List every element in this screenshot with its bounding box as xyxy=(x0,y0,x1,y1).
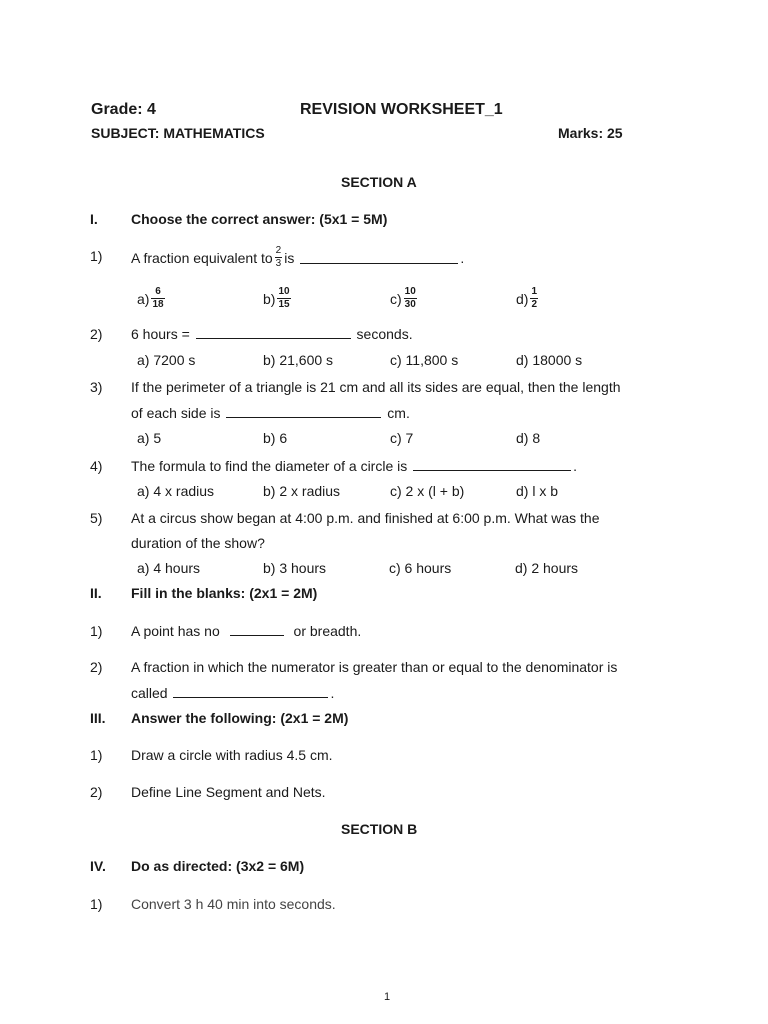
p2-q1-number: 1) xyxy=(90,623,103,639)
q3-option-b: b) 6 xyxy=(263,430,288,446)
p2-q2-blank xyxy=(173,685,328,698)
part-1-heading: Choose the correct answer: (5x1 = 5M) xyxy=(131,211,388,227)
q5-option-c: c) 6 hours xyxy=(389,560,452,576)
p3-q1-number: 1) xyxy=(90,747,103,763)
page-number: 1 xyxy=(384,991,391,1003)
grade-label: Grade: 4 xyxy=(91,101,156,118)
q1-option-c-denominator: 30 xyxy=(404,299,416,310)
part-3-heading: Answer the following: (2x1 = 2M) xyxy=(131,710,349,726)
q2-post: seconds. xyxy=(356,326,413,342)
q5-option-b: b) 3 hours xyxy=(263,560,327,576)
q4-option-c: c) 2 x (l + b) xyxy=(390,483,465,499)
part-1-number: I. xyxy=(90,211,98,227)
q3-line-1: If the perimeter of a triangle is 21 cm and all its sides are equal, then the length xyxy=(131,379,621,395)
q5-number: 5) xyxy=(90,510,103,526)
p2-q1-text xyxy=(131,623,361,639)
q4-pre: The formula to find the diameter of a circle is xyxy=(131,458,408,474)
p2-q2-pre: called xyxy=(131,685,168,701)
q1-option-b-fraction xyxy=(277,287,290,310)
q3-number: 3) xyxy=(90,379,103,395)
p3-q2-number: 2) xyxy=(90,784,103,800)
part-4-number: IV. xyxy=(90,858,106,874)
q1-option-a-fraction xyxy=(151,287,164,310)
section-a-title: SECTION A xyxy=(341,174,417,190)
q4-option-d: d) l x b xyxy=(516,483,559,499)
q2-option-b: b) 21,600 s xyxy=(263,352,334,368)
q4-end: . xyxy=(573,458,578,474)
q1-option-a-label: a) xyxy=(137,290,150,307)
q1-option-a-numerator: 6 xyxy=(155,286,161,297)
part-3-number: III. xyxy=(90,710,106,726)
q1-end: . xyxy=(460,249,465,266)
p2-q1-blank xyxy=(230,623,284,636)
q1-option-c-label: c) xyxy=(390,290,402,307)
p2-q2-line-1: A fraction in which the numerator is greater than or equal to the denominator is xyxy=(131,659,618,675)
p2-q2-end: . xyxy=(330,685,335,701)
q4-number: 4) xyxy=(90,458,103,474)
q2-pre: 6 hours = xyxy=(131,326,190,342)
q4-option-b: b) 2 x radius xyxy=(263,483,341,499)
p4-q1-text: Convert 3 h 40 min into seconds. xyxy=(131,896,336,912)
q1-option-d xyxy=(516,287,540,310)
q2-number: 2) xyxy=(90,326,103,342)
q4-text xyxy=(131,458,577,474)
q1-text xyxy=(131,246,464,269)
q1-option-b-label: b) xyxy=(263,290,276,307)
q2-blank xyxy=(196,326,351,339)
p2-q2-line-2 xyxy=(131,685,334,701)
p2-q1-post: or breadth. xyxy=(293,623,362,639)
q4-blank xyxy=(413,458,571,471)
q1-option-d-label: d) xyxy=(516,290,529,307)
p2-q2-number: 2) xyxy=(90,659,103,675)
q1-option-c xyxy=(390,287,419,310)
part-2-heading: Fill in the blanks: (2x1 = 2M) xyxy=(131,585,318,601)
section-b-title: SECTION B xyxy=(341,821,418,837)
q1-option-b xyxy=(263,287,293,310)
q1-fraction xyxy=(275,246,283,269)
q5-line-2: duration of the show? xyxy=(131,535,265,551)
q1-option-b-numerator: 10 xyxy=(278,286,290,297)
q1-option-b-denominator: 15 xyxy=(278,299,290,310)
q3-line-2 xyxy=(131,405,410,421)
q3-line2-post: cm. xyxy=(387,405,410,421)
q2-option-d: d) 18000 s xyxy=(516,352,583,368)
q3-option-d: d) 8 xyxy=(516,430,541,446)
q3-line2-pre: of each side is xyxy=(131,405,221,421)
p4-q1-number: 1) xyxy=(90,896,103,912)
q1-option-c-fraction xyxy=(404,287,417,310)
q2-text xyxy=(131,326,413,342)
p3-q1-text: Draw a circle with radius 4.5 cm. xyxy=(131,747,333,763)
q1-option-c-numerator: 10 xyxy=(404,286,416,297)
q3-blank xyxy=(226,405,381,418)
q1-pre: A fraction equivalent to xyxy=(131,249,273,266)
q2-option-c: c) 11,800 s xyxy=(390,352,459,368)
q5-option-a: a) 4 hours xyxy=(137,560,201,576)
q3-option-c: c) 7 xyxy=(390,430,414,446)
q2-option-a: a) 7200 s xyxy=(137,352,196,368)
q1-option-d-fraction xyxy=(530,287,538,310)
p2-q1-pre: A point has no xyxy=(131,623,220,639)
marks-label: Marks: 25 xyxy=(558,125,623,141)
q1-blank xyxy=(300,251,458,264)
q1-option-a-denominator: 18 xyxy=(152,299,164,310)
q1-option-a xyxy=(137,287,167,310)
p3-q2-text: Define Line Segment and Nets. xyxy=(131,784,326,800)
q1-option-d-numerator: 1 xyxy=(531,286,538,297)
q3-option-a: a) 5 xyxy=(137,430,162,446)
q5-option-d: d) 2 hours xyxy=(515,560,579,576)
q1-frac-numerator: 2 xyxy=(275,245,282,256)
part-4-heading: Do as directed: (3x2 = 6M) xyxy=(131,858,305,874)
subject-label: SUBJECT: MATHEMATICS xyxy=(91,125,265,141)
q1-option-d-denominator: 2 xyxy=(531,299,538,310)
part-2-number: II. xyxy=(90,585,102,601)
q1-frac-denominator: 3 xyxy=(275,258,282,269)
q1-number: 1) xyxy=(90,248,103,264)
q4-option-a: a) 4 x radius xyxy=(137,483,215,499)
q1-post: is xyxy=(284,249,295,266)
worksheet-title: REVISION WORKSHEET_1 xyxy=(300,101,503,118)
q5-line-1: At a circus show began at 4:00 p.m. and finished at 6:00 p.m. What was the xyxy=(131,510,600,526)
